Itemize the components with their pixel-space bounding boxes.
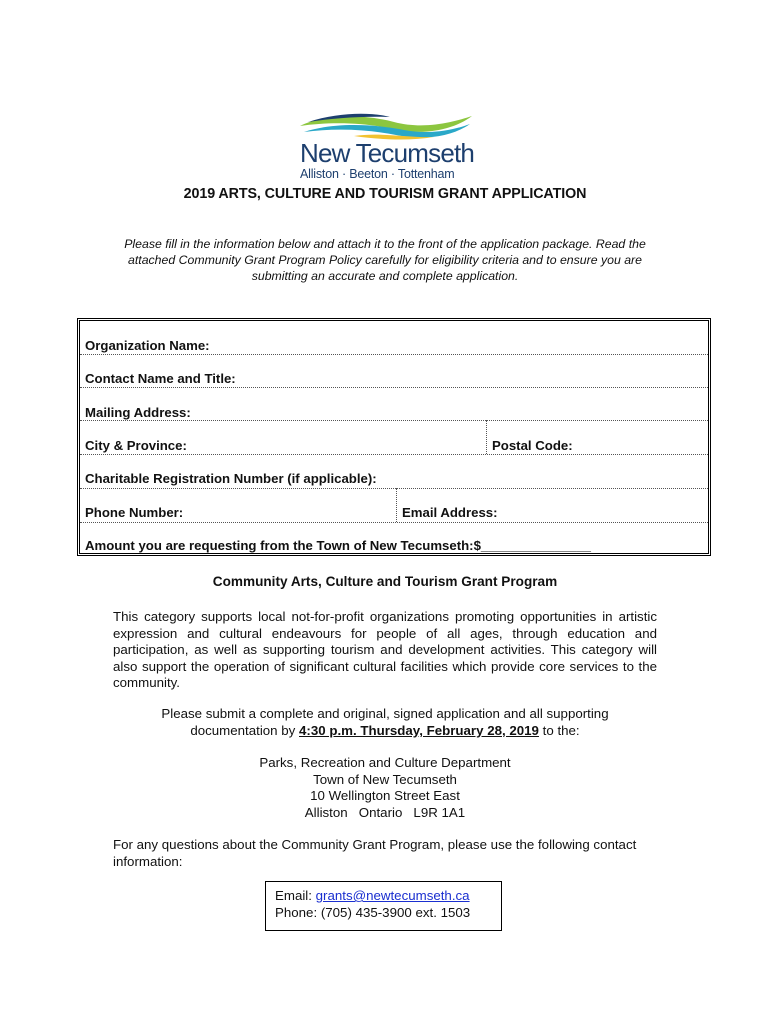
submission-instructions [0, 706, 770, 739]
submit-line-2-after: to the: [538, 722, 580, 738]
mailing-address-block [0, 755, 770, 821]
page-title: 2019 ARTS, CULTURE AND TOURISM GRANT APPLICATION [183, 186, 587, 202]
contact-phone: Phone: (705) 435-3900 ext. 1503 [275, 905, 471, 920]
questions-text: For any questions about the Community Grant Program, please use the following contact information: [113, 837, 637, 869]
phone-number-field[interactable]: Phone Number: [85, 505, 184, 520]
intro-instructions: Please fill in the information below and attach it to the front of the application package. Read the attached Community Grant Program Policy carefully for eligibility criteria and to ensure you are submitting an accurate and complete application. [124, 237, 646, 283]
email-address-field[interactable]: Email Address: [402, 505, 498, 520]
address-street: 10 Wellington Street East [310, 788, 460, 804]
submit-line-1: Please submit a complete and original, signed application and all supporting [161, 706, 609, 721]
logo-subtitle: Alliston · Beeton · Tottenham [300, 167, 455, 181]
address-town: Town of New Tecumseth [313, 771, 457, 787]
organization-name-field[interactable]: Organization Name: [85, 338, 210, 353]
phone-email-divider [396, 488, 397, 522]
program-description: This category supports local not-for-profit organizations promoting opportunities in artistic expression and cultural endeavours for people of all ages, through education and participation, as well as supporting tourism and development activities. This category will also support the operation of significant cultural facilities which provide core services to the community. [113, 609, 657, 691]
email-link[interactable]: grants@newtecumseth.ca [315, 888, 470, 903]
new-tecumseth-logo [290, 112, 480, 180]
city-province-field[interactable]: City & Province: [85, 438, 187, 453]
city-postal-divider [486, 420, 487, 454]
contact-email-line [275, 887, 501, 904]
address-department: Parks, Recreation and Culture Department [259, 755, 511, 770]
address-city: Alliston Ontario L9R 1A1 [304, 804, 466, 820]
contact-info-box [265, 881, 502, 931]
logo-name: New Tecumseth [300, 138, 475, 168]
submission-deadline: 4:30 p.m. Thursday, February 28, 2019 [299, 722, 539, 738]
submit-line-2-before: documentation by [190, 722, 300, 738]
charitable-registration-field[interactable]: Charitable Registration Number (if applicable): [85, 471, 377, 486]
section-heading: Community Arts, Culture and Tourism Grant Program [212, 574, 558, 589]
email-label: Email: [275, 888, 316, 903]
application-form [77, 318, 711, 556]
mailing-address-field[interactable]: Mailing Address: [85, 405, 191, 420]
amount-requested-field[interactable]: Amount you are requesting from the Town of New Tecumseth:$_______________ [85, 538, 591, 553]
submit-line-2 [0, 723, 770, 740]
contact-name-title-field[interactable]: Contact Name and Title: [85, 371, 236, 386]
postal-code-field[interactable]: Postal Code: [492, 438, 573, 453]
